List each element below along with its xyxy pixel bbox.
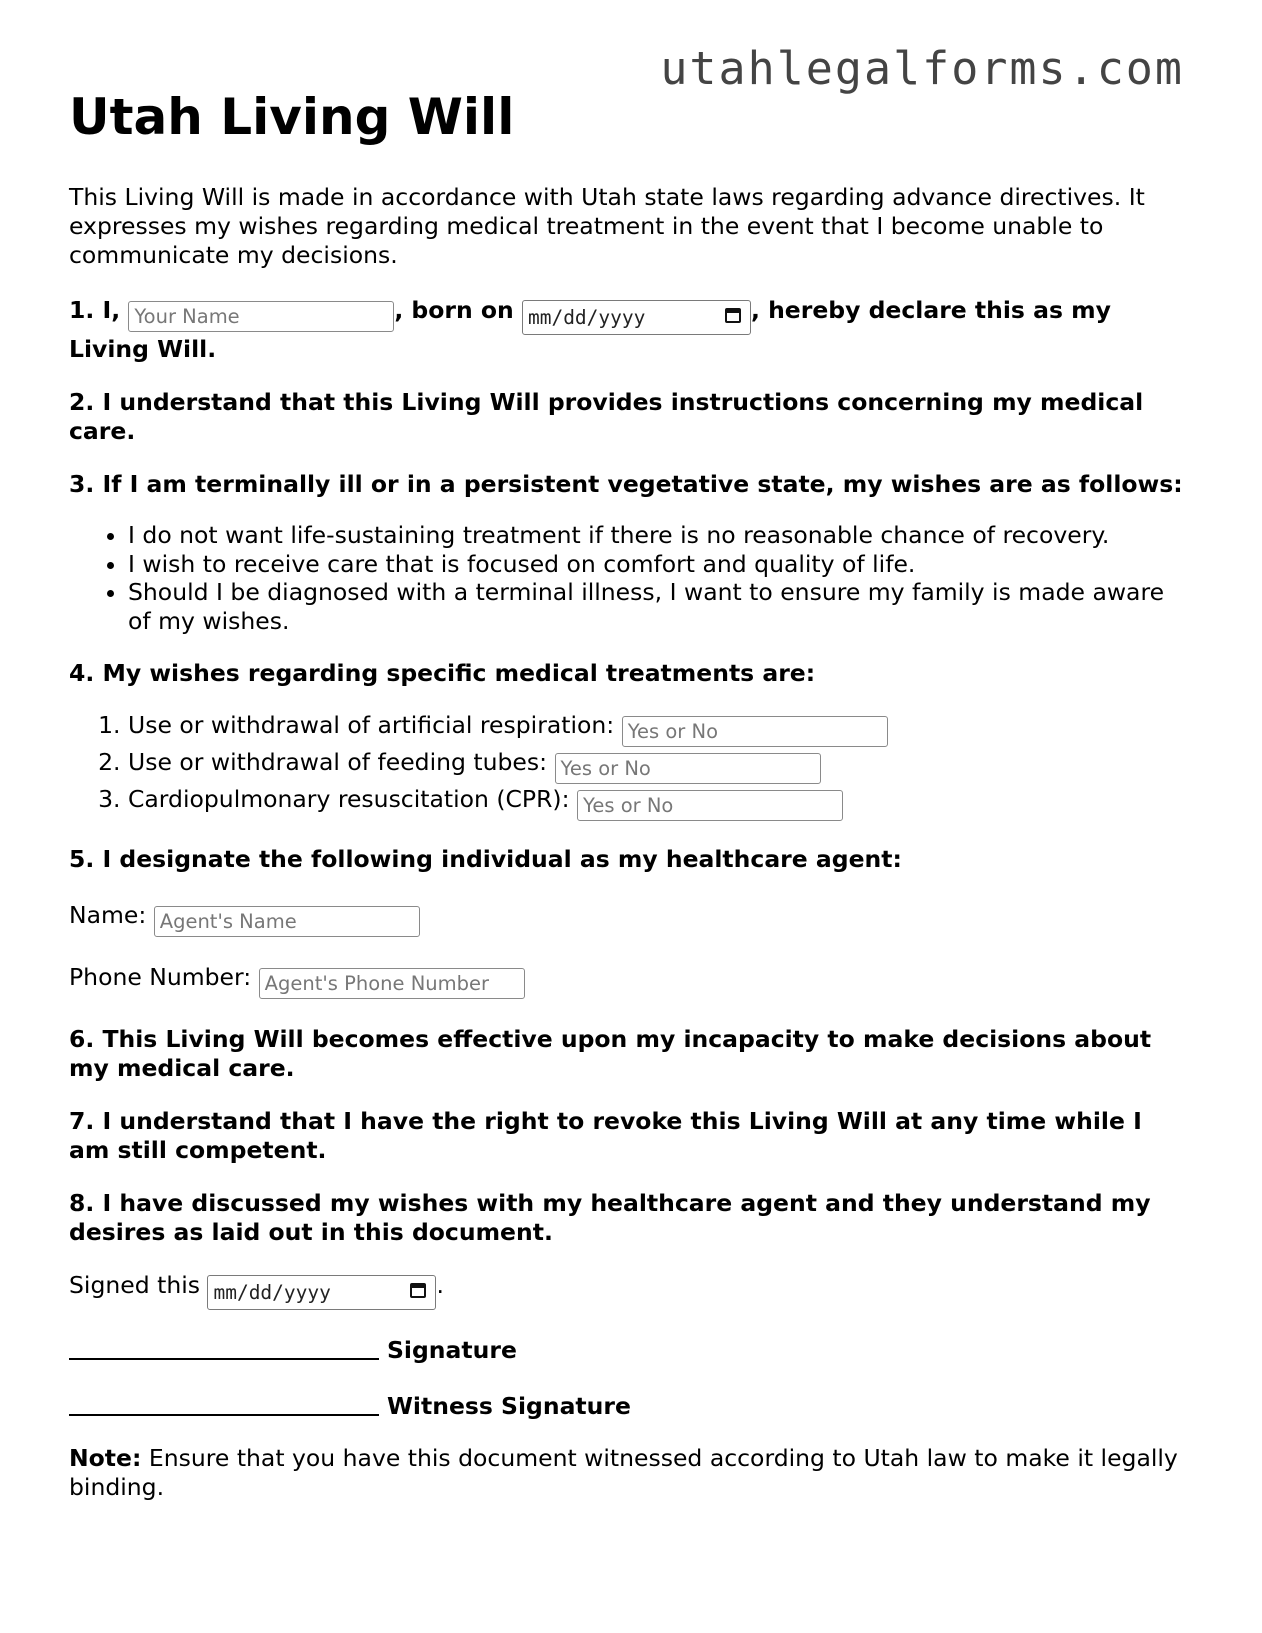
birth-date-input[interactable]: [522, 300, 751, 335]
section-1: [69, 296, 1189, 364]
section-8: 8. I have discussed my wishes with my healthcare agent and they understand my desires as laid out in this document.: [69, 1189, 1151, 1246]
agent-phone-row: [69, 963, 1189, 999]
living-will-document: [69, 90, 1189, 1502]
section-1-born-on: , born on: [394, 296, 514, 324]
witness-signature-line[interactable]: [69, 1388, 379, 1416]
agent-phone-input[interactable]: Agent's Phone Number: [259, 968, 525, 999]
list-item: • I wish to receive care that is focused on comfort and quality of life.: [128, 550, 1189, 579]
treatment-label: Use or withdrawal of artificial respiration:: [128, 711, 615, 739]
respiration-input[interactable]: Yes or No: [622, 716, 888, 747]
calendar-icon[interactable]: [410, 1283, 426, 1298]
page-title: Utah Living Will: [69, 88, 515, 146]
section-5-heading: 5. I designate the following individual as my healthcare agent:: [69, 845, 902, 873]
list-item: • Should I be diagnosed with a terminal illness, I want to ensure my family is made aware of my wishes.: [128, 578, 1189, 635]
section-1-declare: , hereby declare this as my Living Will.: [69, 296, 1111, 363]
agent-name-input[interactable]: Agent's Name: [154, 906, 420, 937]
signed-date-row: [69, 1271, 1189, 1310]
signed-period: .: [436, 1271, 444, 1299]
cpr-input[interactable]: Yes or No: [577, 790, 843, 821]
section-4-heading: 4. My wishes regarding specific medical treatments are:: [69, 659, 816, 687]
section-4-treatments-list: [69, 710, 1189, 821]
agent-phone-label: Phone Number:: [69, 963, 252, 991]
signed-date-input[interactable]: [207, 1275, 436, 1310]
site-watermark: utahlegalforms.com: [660, 42, 1184, 95]
witness-signature-row: [69, 1388, 1189, 1421]
signature-row: [69, 1332, 1189, 1365]
intro-paragraph: This Living Will is made in accordance with Utah state laws regarding advance directives. It expresses my wishes regarding medical treatment in the event that I become unable to communicate my decisions.: [69, 183, 1145, 269]
treatment-label: Use or withdrawal of feeding tubes:: [128, 748, 548, 776]
birth-date-value: mm/dd/yyyy: [527, 306, 646, 329]
agent-name-label: Name:: [69, 901, 147, 929]
list-item: • I do not want life-sustaining treatment if there is no reasonable chance of recovery.: [128, 521, 1189, 550]
your-name-input[interactable]: Your Name: [128, 301, 394, 332]
section-7: 7. I understand that I have the right to revoke this Living Will at any time while I am still competent.: [69, 1107, 1142, 1164]
note-paragraph: [69, 1444, 1189, 1502]
note-label: Note:: [69, 1444, 142, 1472]
treatment-feeding-tubes: [128, 747, 1189, 784]
treatment-label: Cardiopulmonary resuscitation (CPR):: [128, 785, 570, 813]
signed-this-label: Signed this: [69, 1271, 200, 1299]
treatment-cpr: [128, 784, 1189, 821]
calendar-icon[interactable]: [725, 308, 741, 323]
feeding-tubes-input[interactable]: Yes or No: [555, 753, 821, 784]
section-2: 2. I understand that this Living Will provides instructions concerning my medical care.: [69, 388, 1144, 445]
section-6: 6. This Living Will becomes effective upon my incapacity to make decisions about my medical care.: [69, 1025, 1152, 1082]
agent-name-row: [69, 901, 1189, 937]
witness-signature-label: Witness Signature: [387, 1392, 631, 1420]
section-3-wishes-list: [69, 521, 1189, 635]
signed-date-value: mm/dd/yyyy: [213, 1281, 331, 1304]
signature-line[interactable]: [69, 1332, 379, 1360]
note-text: Ensure that you have this document witnessed according to Utah law to make it legally binding.: [69, 1444, 1178, 1501]
signature-label: Signature: [387, 1336, 517, 1364]
section-1-prefix: 1. I,: [69, 296, 121, 324]
section-3-heading: 3. If I am terminally ill or in a persistent vegetative state, my wishes are as follows:: [69, 470, 1183, 498]
treatment-respiration: [128, 710, 1189, 747]
